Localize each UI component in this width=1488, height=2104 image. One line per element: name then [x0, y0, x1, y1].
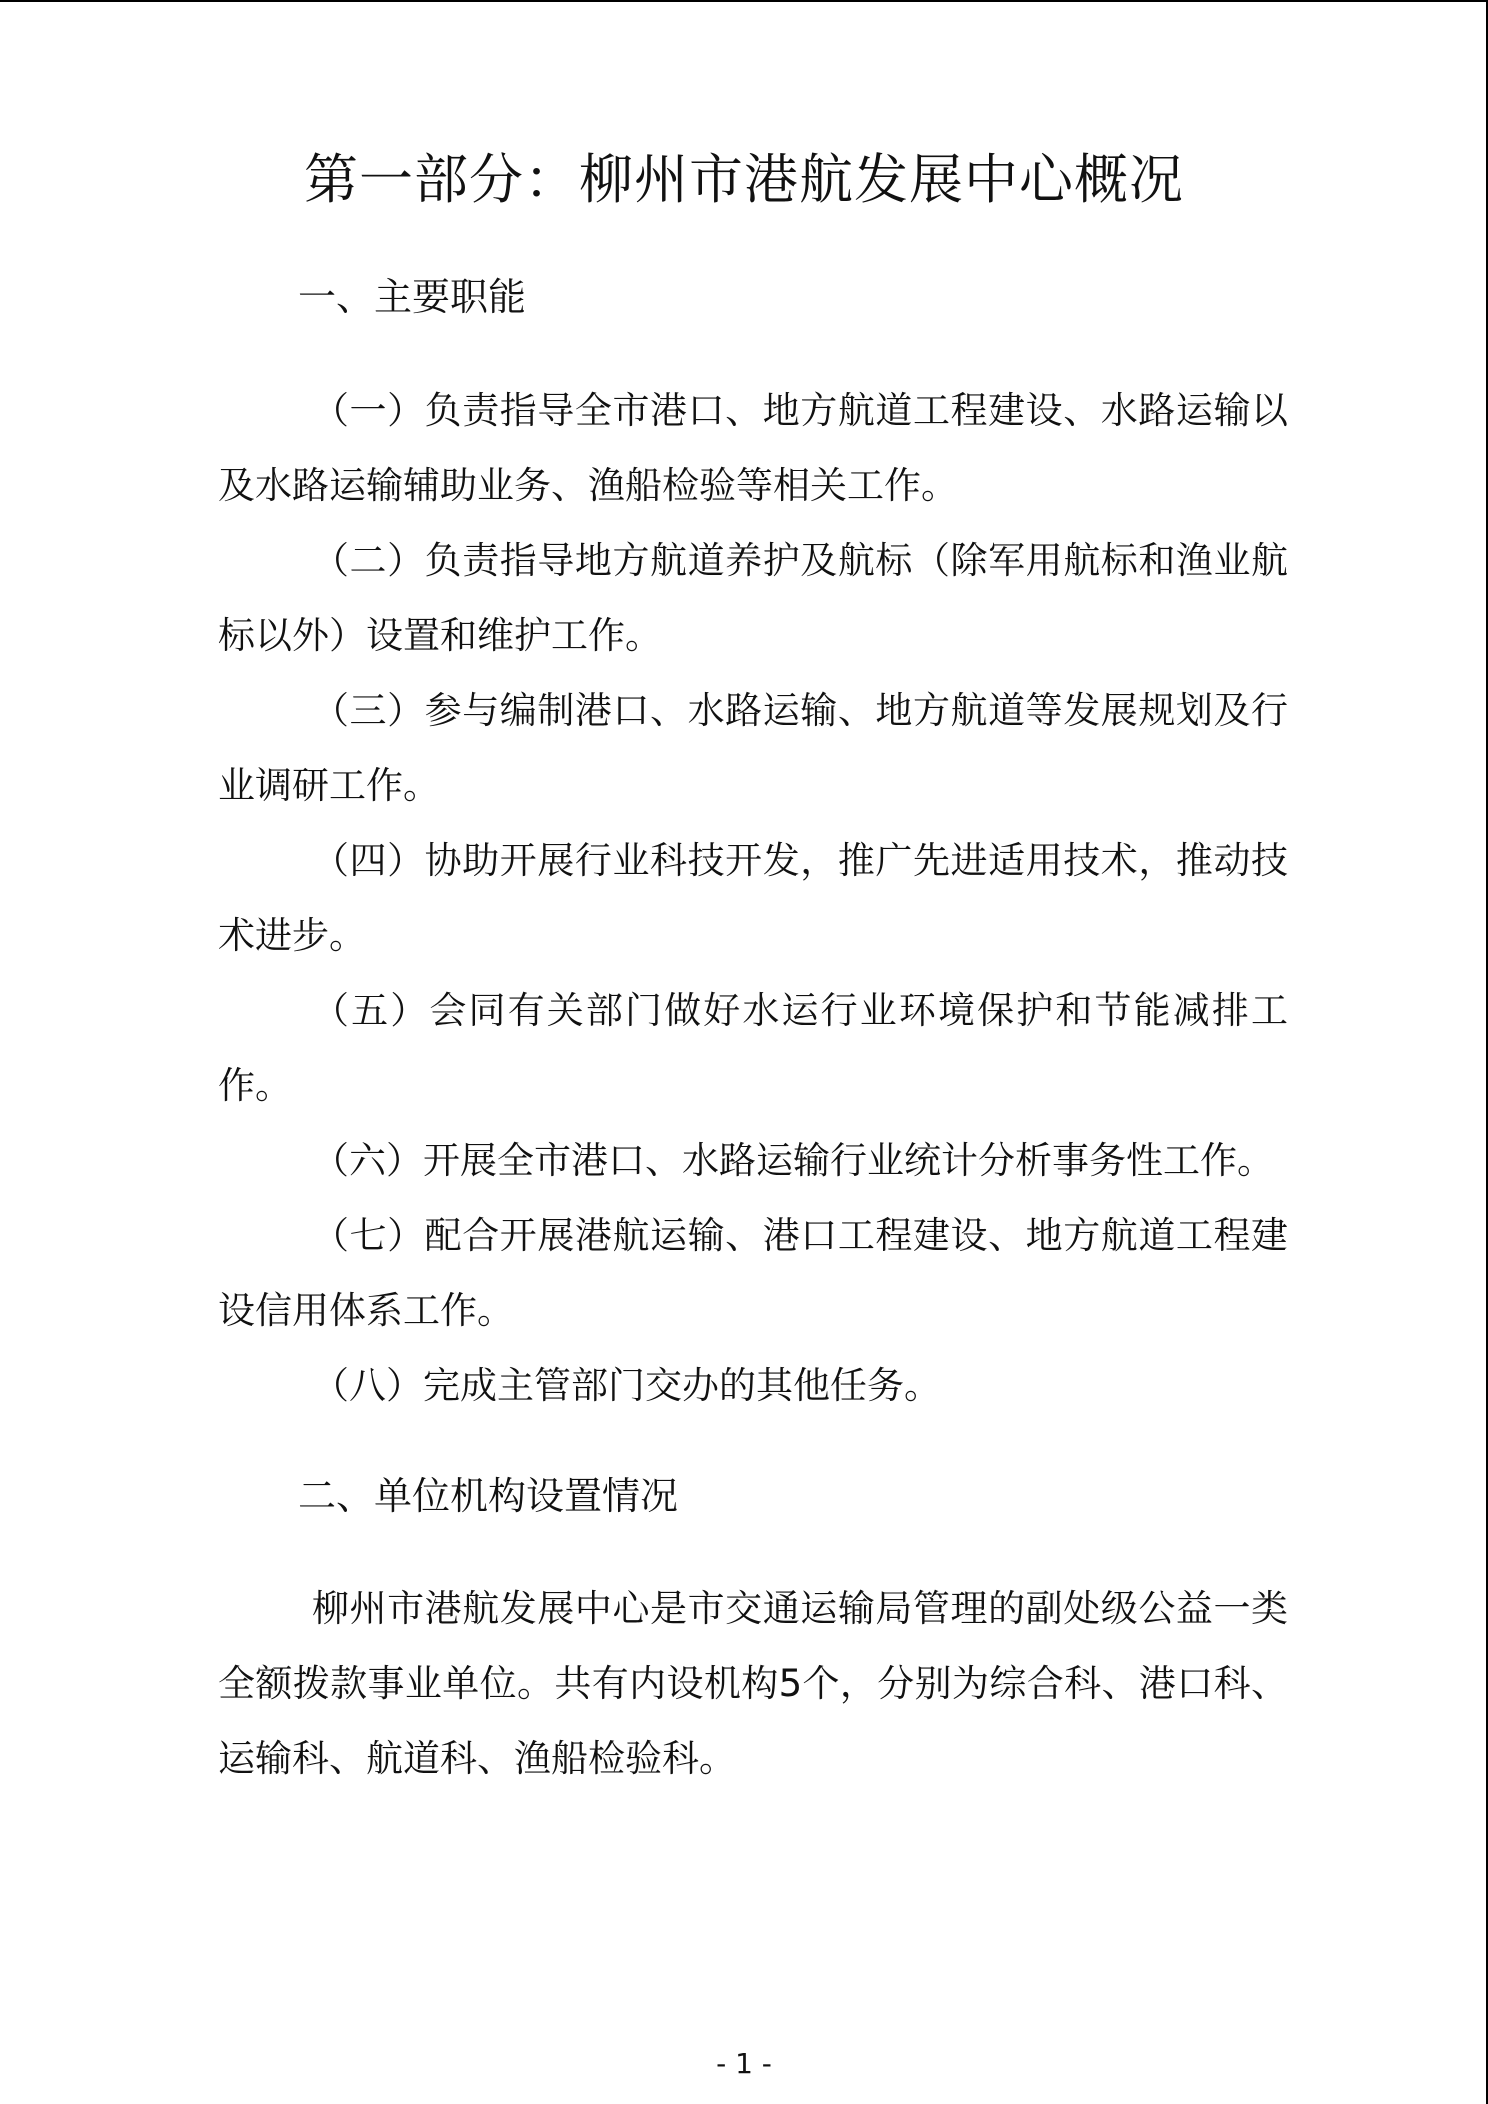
org-structure-paragraph: 柳州市港航发展中心是市交通运输局管理的副处级公益一类全额拨款事业单位。共有内设机构5个，分别为综合科、港口科、运输科、航道科、渔船检验科。	[218, 1587, 1288, 1780]
function-item-2: （二）负责指导地方航道养护及航标（除军用航标和渔业航标以外）设置和维护工作。	[218, 539, 1288, 657]
function-item-1: （一）负责指导全市港口、地方航道工程建设、水路运输以及水路运输辅助业务、渔船检验等相关工作。	[218, 389, 1288, 507]
function-item-6: （六）开展全市港口、水路运输行业统计分析事务性工作。	[312, 1139, 1274, 1182]
page-title: 第一部分：柳州市港航发展中心概况	[304, 148, 1184, 211]
function-item-3: （三）参与编制港口、水路运输、地方航道等发展规划及行业调研工作。	[218, 689, 1288, 807]
section-heading-org-structure: 二、单位机构设置情况	[298, 1474, 679, 1518]
function-item-5: （五）会同有关部门做好水运行业环境保护和节能减排工作。	[218, 989, 1288, 1107]
function-item-8: （八）完成主管部门交办的其他任务。	[312, 1364, 941, 1407]
function-item-4: （四）协助开展行业科技开发，推广先进适用技术，推动技术进步。	[218, 839, 1288, 957]
section-heading-main-functions: 一、主要职能	[298, 275, 527, 319]
function-item-7: （七）配合开展港航运输、港口工程建设、地方航道工程建设信用体系工作。	[218, 1214, 1288, 1332]
page-number: - 1 -	[716, 2047, 772, 2080]
